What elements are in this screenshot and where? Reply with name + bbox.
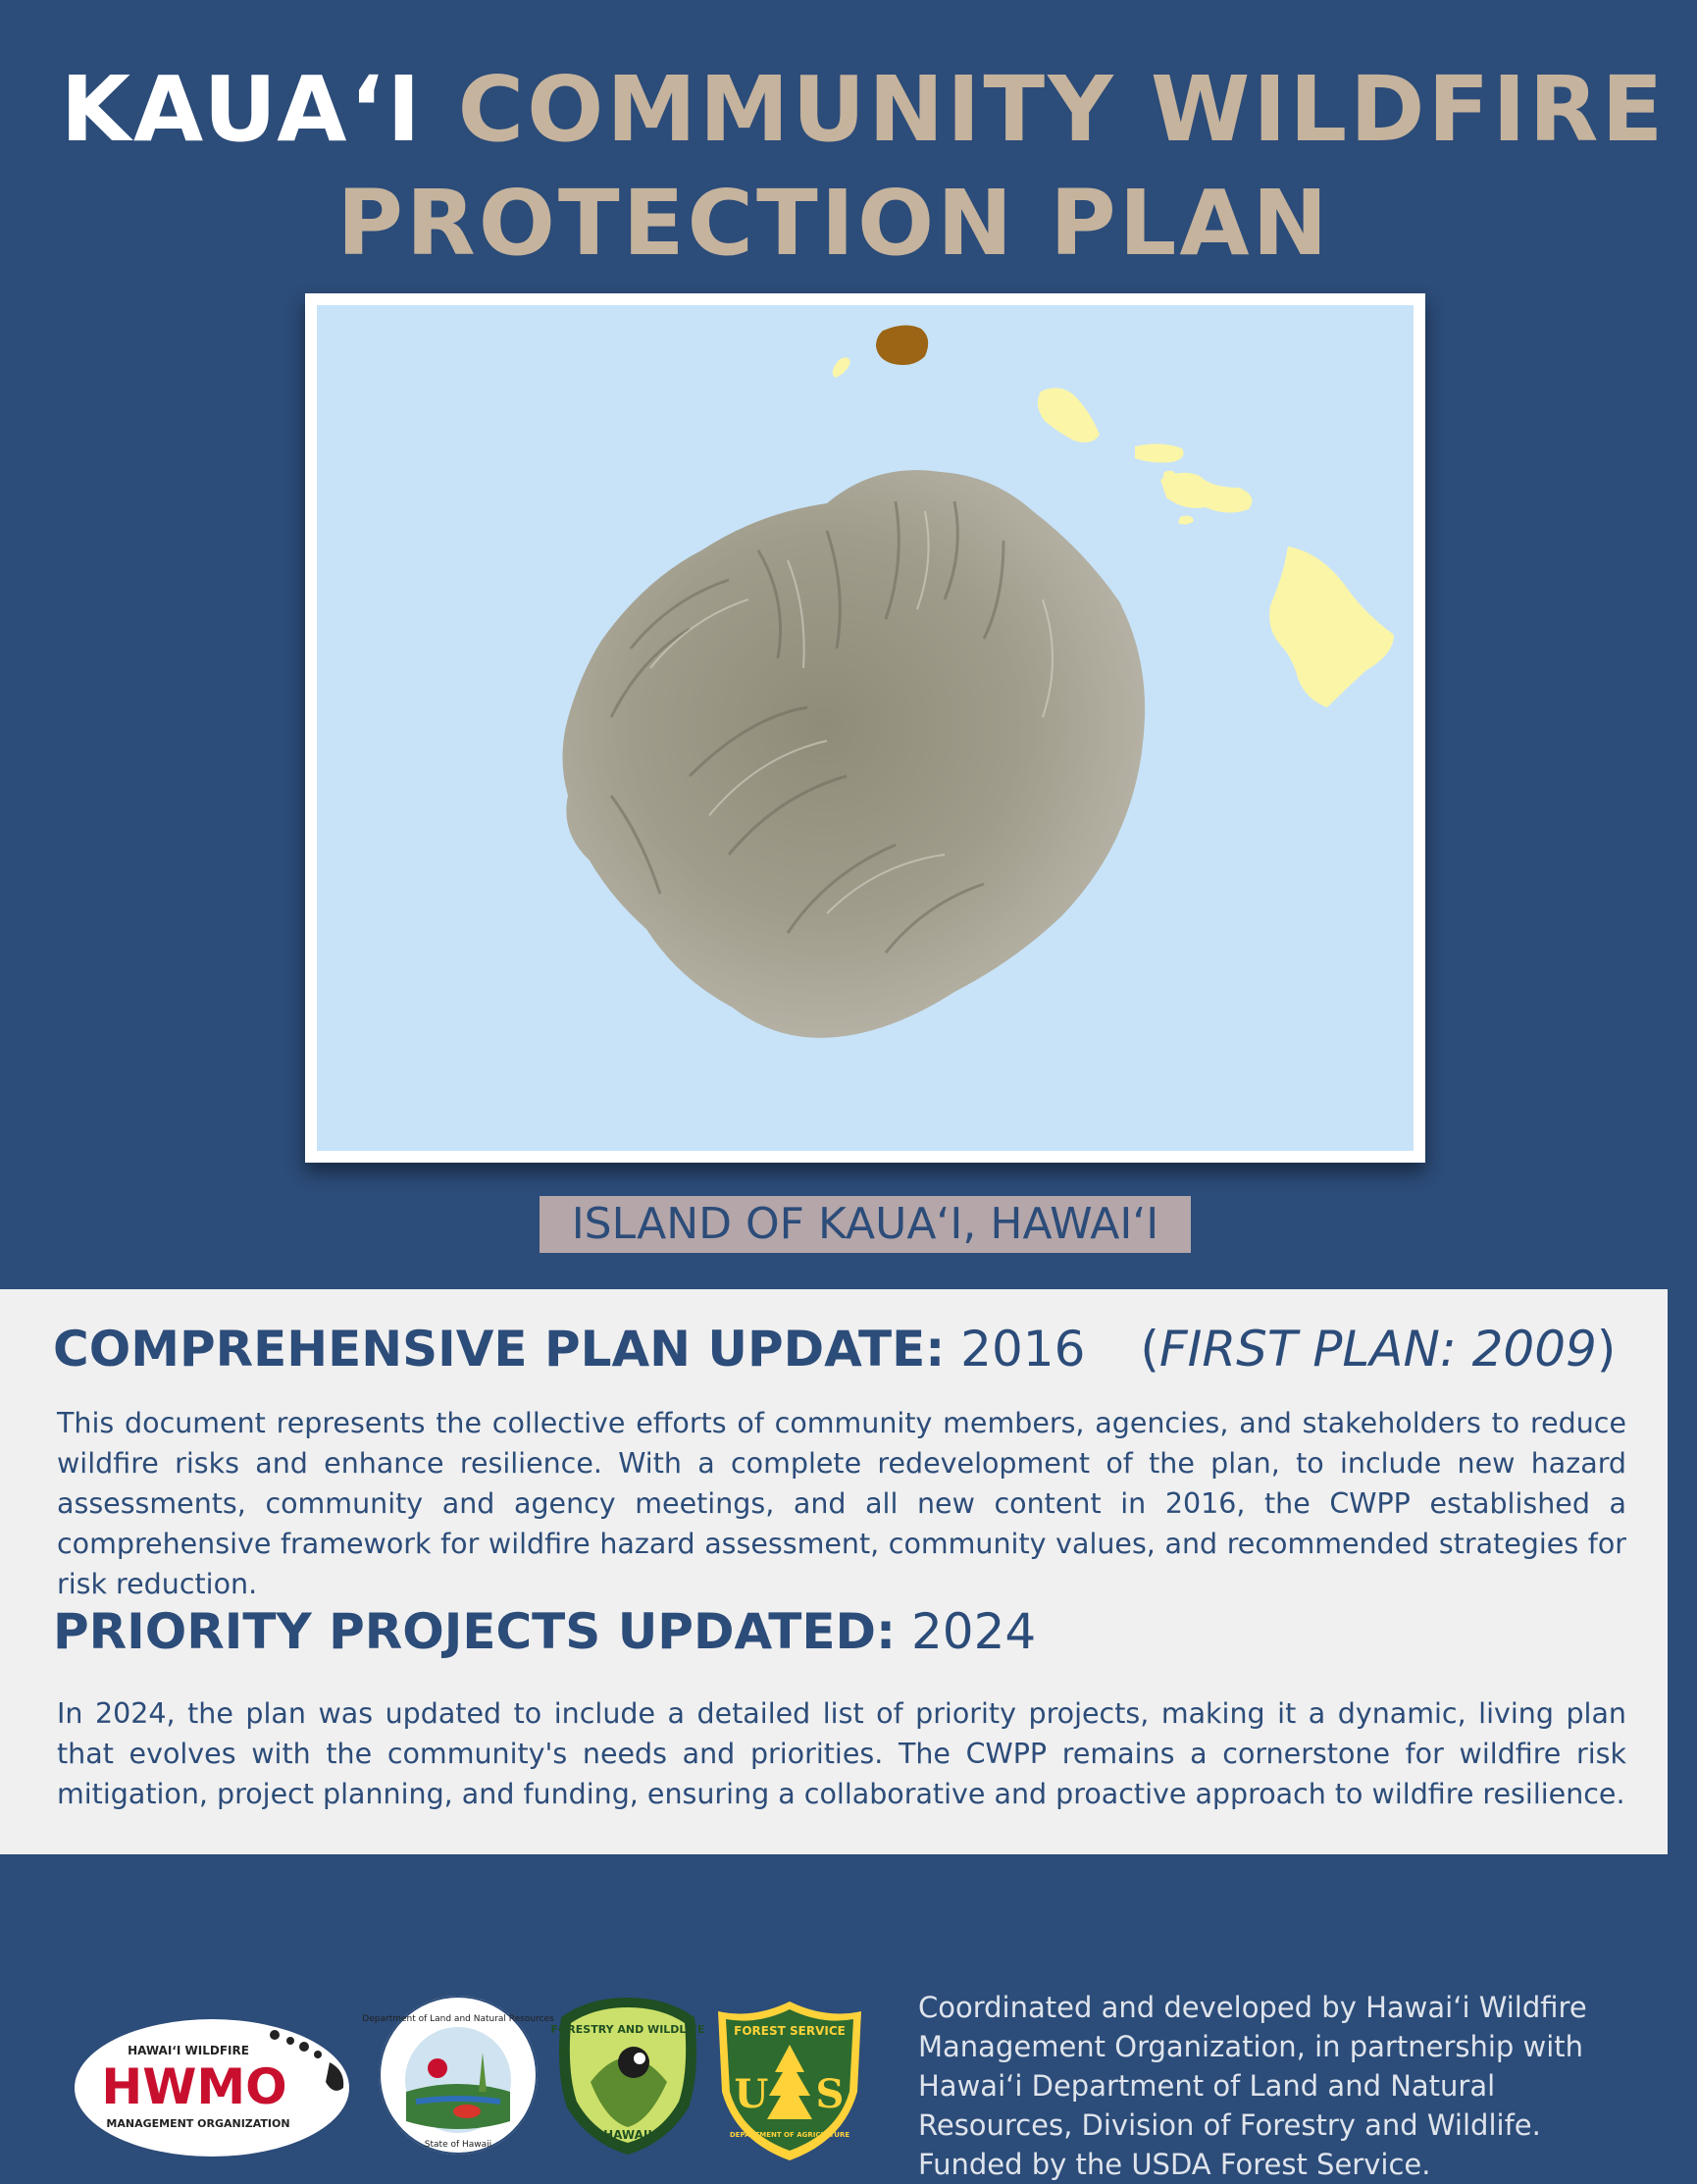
heading-year: 2024 xyxy=(910,1603,1037,1660)
credits-text xyxy=(918,1988,1624,2184)
heading-first-plan: FIRST PLAN: 2009 xyxy=(1158,1321,1597,1378)
fish-icon xyxy=(453,2105,481,2118)
credits-line: Hawaiʻi Department of Land and Natural xyxy=(918,2069,1496,2103)
map-graphic xyxy=(317,305,1414,1151)
dlnr-seal xyxy=(362,1994,554,2161)
dlnr-bottom-text: State of Hawaii xyxy=(424,2140,492,2150)
island-map xyxy=(305,293,1425,1163)
heading-label: PRIORITY PROJECTS UPDATED: xyxy=(53,1603,897,1660)
usfs-letter-u: U xyxy=(734,2071,769,2117)
title-line-1 xyxy=(29,57,1697,162)
bird-icon xyxy=(428,2058,447,2078)
credits-line: Resources, Division of Forestry and Wildlife. xyxy=(918,2108,1541,2142)
credits-line: Management Organization, in partnership with xyxy=(918,2030,1584,2063)
dlnr-arc-text: Department of Land and Natural Resources xyxy=(362,2014,554,2024)
hwmo-bottom-text: MANAGEMENT ORGANIZATION xyxy=(106,2117,290,2130)
hwmo-top-text: HAWAIʻI WILDFIRE xyxy=(128,2044,249,2057)
usfs-letter-s: S xyxy=(815,2071,845,2117)
credits-line: Coordinated and developed by Hawaiʻi Wildfire xyxy=(918,1991,1587,2024)
title-island-name: KAUAʻI xyxy=(60,57,424,162)
heading-label: COMPREHENSIVE PLAN UPDATE: xyxy=(53,1321,946,1378)
map-caption: ISLAND OF KAUAʻI, HAWAIʻI xyxy=(540,1196,1191,1253)
title-line-2: PROTECTION PLAN xyxy=(336,171,1331,276)
nene-bird-icon xyxy=(618,2047,649,2078)
priority-paragraph: In 2024, the plan was updated to include a detailed list of priority projects, making it a dynamic, living plan that evolves with the community's needs and priorities. The CWPP remains a cornerstone for wildfire risk mitigation, project planning, and funding, ensuring a collaborative and proactive approach to wildfire resilience. xyxy=(57,1697,1626,1810)
usfs-bottom-text: DEPARTMENT OF AGRICULTURE xyxy=(729,2131,850,2139)
dofaw-bottom-text: HAWAII xyxy=(603,2128,652,2142)
molokai-island xyxy=(1135,443,1184,462)
heading-paren-close: ) xyxy=(1596,1321,1617,1378)
usfs-top-text: FOREST SERVICE xyxy=(734,2024,846,2038)
credits-line: Funded by the USDA Forest Service. xyxy=(918,2148,1431,2181)
dofaw-arc-text: FORESTRY AND WILDLIFE xyxy=(550,2023,705,2036)
heading-year: 2016 xyxy=(960,1321,1086,1378)
heading-paren-open: ( xyxy=(1140,1321,1159,1378)
plan-summary xyxy=(0,1289,1668,1854)
section-heading-comprehensive xyxy=(53,1321,1617,1378)
title-community-wildfire: COMMUNITY WILDFIRE xyxy=(457,57,1667,162)
dofaw-logo xyxy=(551,1994,704,2163)
hwmo-main-text: HWMO xyxy=(101,2058,287,2115)
usfs-shield xyxy=(714,1998,865,2167)
hwmo-logo xyxy=(73,2011,357,2163)
comprehensive-paragraph: This document represents the collective efforts of community members, agencies, and stakeholders to reduce wildfire risks and enhance resilience. With a complete redevelopment of the plan, to include new hazard assessments, community and agency meetings, and all new content in 2016, the CWPP established a comprehensive framework for wildfire hazard assessment, community values, and recommended strategies for risk reduction. xyxy=(57,1407,1626,1600)
section-heading-priority xyxy=(53,1603,1037,1660)
niihau-island xyxy=(876,325,928,365)
